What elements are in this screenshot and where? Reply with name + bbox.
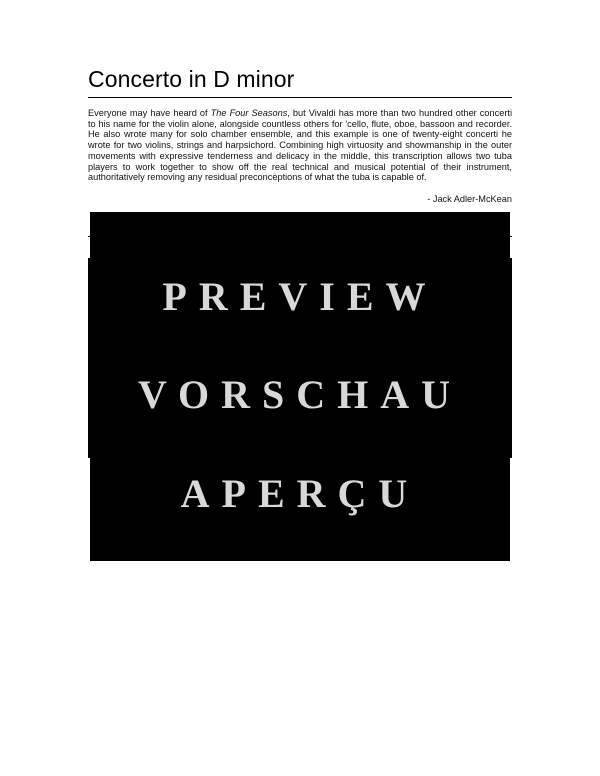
intro-paragraph — [88, 108, 512, 183]
title-underline — [88, 97, 512, 98]
intro-text-part1: Everyone may have heard of — [88, 108, 211, 118]
piece-title: Concerto in D minor — [88, 66, 295, 92]
watermark-line-preview: PREVIEW — [162, 274, 438, 319]
watermark-line-apercu: APERÇU — [180, 471, 420, 516]
intro-text-part2: , but Vivaldi has more than two hundred other concerti to his name for the violin alone, alongside countless others for 'cello, flute, oboe, bassoon and recorder. He also wrote many for solo chamber ensemble, and this example is one of twenty-eight concerti he wrote for two violins, strings and harpsichord. Combining high virtuosity and showmanship in the outer movements with expressive tenderness and delicacy in the middle, this transcription allows two tuba players to work together to show off the real technical and musical potential of their instrument, authoritatively removing any residual preconceptions of what the tuba is capable of. — [88, 108, 512, 183]
preview-watermark-overlay — [90, 212, 510, 561]
intro-work-title: The Four Seasons — [210, 108, 288, 118]
intro-author: - Jack Adler-McKean — [427, 194, 512, 204]
watermark-line-vorschau: VORSCHAU — [137, 372, 463, 417]
